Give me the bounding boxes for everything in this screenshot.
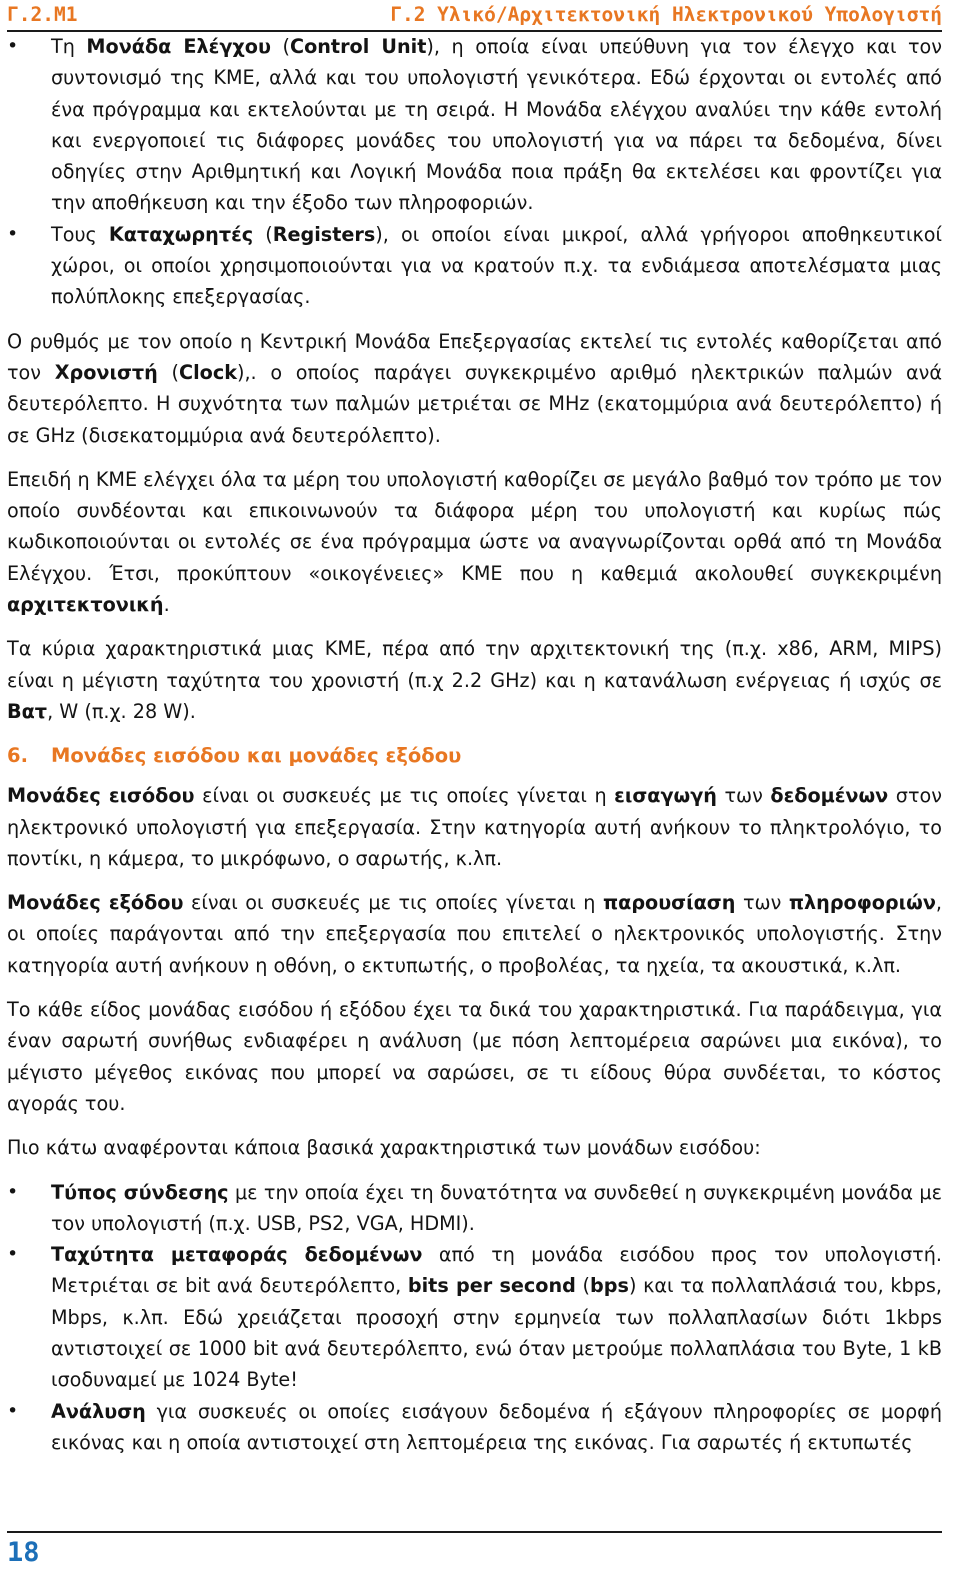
term-control-unit: Μονάδα Ελέγχου bbox=[86, 35, 271, 58]
term-information: πληροφοριών bbox=[788, 891, 936, 915]
term-watt: Βατ bbox=[7, 699, 48, 723]
paragraph-architecture: Επειδή η ΚΜΕ ελέγχει όλα τα μέρη του υπολογιστή καθορίζει σε μεγάλο βαθμό τον τρόπο με τον οποίο συνδέονται και επικοινωνούν τα διάφορα μέρη του υπολογιστή και κυρίως πώς κωδικοποιούνται οι εντολές σε ένα πρόγραμμα ώστε να αναγνωρίζονται ορθά από τη Μονάδα Ελέγχου. Έτσι, προκύπτουν «οικογένειες» ΚΜΕ που η καθεμιά ακολουθεί συγκεκριμένη αρχιτεκτονική. bbox=[7, 467, 942, 617]
paragraph-input-units: Μονάδες εισόδου είναι οι συσκευές με τις οποίες γίνεται η εισαγωγή των δεδομένων στον ηλεκτρονικό υπολογιστή για επεξεργασία. Στην κατηγορία αυτή ανήκουν το πληκτρολόγιο, το ποντίκι, η κάμερα, το μικρόφωνο, ο σαρωτής, κ.λπ. bbox=[7, 784, 942, 870]
paragraph-characteristics: Το κάθε είδος μονάδας εισόδου ή εξόδου έχει τα δικά του χαρακτηριστικά. Για παράδειγμα, για έναν σαρωτή συνήθως ενδιαφέρει η ανάλυση (με πόση λεπτομέρεια σαρώνει μια εικόνα), το μέγιστο μέγεθος εικόνας που μπορεί να σαρώσει, σε τι είδους θύρα συνδέεται, το κόστος αγοράς του. bbox=[7, 998, 942, 1115]
term-output-units: Μονάδες εξόδου bbox=[7, 891, 184, 915]
page-number: 18 bbox=[7, 1537, 40, 1568]
term-connection-type: Τύπος σύνδεσης bbox=[51, 1180, 229, 1204]
term-clock-en: Clock bbox=[178, 360, 237, 384]
footer-divider bbox=[7, 1531, 942, 1533]
term-clock: Χρονιστή bbox=[54, 360, 158, 384]
term-bits-per-second: bits per second bbox=[407, 1274, 576, 1298]
bullet-transfer-speed: • Ταχύτητα μεταφοράς δεδομένων από τη μονάδα εισόδου προς τον υπολογιστή. Μετριέται σε bit ανά δευτερόλεπτο, bits per second (bps) και τα πολλαπλάσιά του, kbps, Mbps, κ.λπ. Εδώ χρειάζεται προσοχή στην ερμηνεία των πολλαπλασίων διότι 1kbps αντιστοιχεί σε 1000 bit ανά δευτερόλεπτο, ενώ όταν μετρούμε πολλαπλάσια του Byte, 1 kB ισοδυναμεί με 1024 Byte! bbox=[7, 1239, 942, 1395]
bullet-registers: • Τους Καταχωρητές (Registers), οι οποίοι είναι μικροί, αλλά γρήγοροι αποθηκευτικοί χώροι, οι οποίοι χρησιμοποιούνται για να κρατούν π.χ. τα ενδιάμεσα αποτελέσματα μιας πολύπλοκης επεξεργασίας. bbox=[7, 219, 942, 313]
paragraph-list-intro: Πιο κάτω αναφέρονται κάποια βασικά χαρακτηριστικά των μονάδων εισόδου: bbox=[7, 1136, 761, 1160]
term-registers-en: Registers bbox=[272, 222, 376, 246]
term-bps: bps bbox=[590, 1274, 629, 1298]
term-transfer-speed: Ταχύτητα μεταφοράς δεδομένων bbox=[51, 1243, 423, 1267]
term-architecture: αρχιτεκτονική bbox=[7, 593, 164, 617]
paragraph-output-units: Μονάδες εξόδου είναι οι συσκευές με τις οποίες γίνεται η παρουσίαση των πληροφοριών, οι οποίες παράγονται από την επεξεργασία που επιτελεί ο ηλεκτρονικός υπολογιστής. Στην κατηγορία αυτή ανήκουν η οθόνη, ο εκτυπωτής, ο προβολέας, τα ηχεία, τα ακουστικά, κ.λπ. bbox=[7, 891, 942, 977]
section-heading bbox=[7, 740, 942, 771]
document-body bbox=[7, 31, 942, 1471]
header-chapter-title: Γ.2 Υλικό/Αρχιτεκτονική Ηλεκτρονικού Υπολογιστή bbox=[390, 3, 942, 26]
term-registers: Καταχωρητές bbox=[108, 222, 254, 246]
component-bullet-list bbox=[7, 31, 942, 313]
term-input: εισαγωγή bbox=[614, 784, 717, 808]
term-control-unit-en: Control Unit bbox=[289, 35, 427, 58]
bullet-resolution: • Ανάλυση για συσκευές οι οποίες εισάγουν δεδομένα ή εξάγουν πληροφορίες σε μορφή εικόνας και η οποία αντιστοιχεί στη λεπτομέρεια της εικόνας. Για σαρωτές ή εκτυπωτές bbox=[7, 1396, 942, 1459]
bullet-connection-type: • Τύπος σύνδεσης με την οποία έχει τη δυνατότητα να συνδεθεί η συγκεκριμένη μονάδα με τον υπολογιστή (π.χ. USB, PS2, VGA, HDMI). bbox=[7, 1177, 942, 1240]
section-title: Μονάδες εισόδου και μονάδες εξόδου bbox=[51, 744, 462, 768]
page-header bbox=[7, 0, 942, 32]
section-number: 6. bbox=[7, 744, 28, 768]
header-chapter-code: Γ.2.Μ1 bbox=[7, 3, 78, 26]
term-resolution: Ανάλυση bbox=[51, 1399, 146, 1423]
term-presentation: παρουσίαση bbox=[602, 891, 736, 915]
term-input-units: Μονάδες εισόδου bbox=[7, 784, 195, 808]
term-data: δεδομένων bbox=[770, 784, 889, 808]
paragraph-cpu-features: Τα κύρια χαρακτηριστικά μιας ΚΜΕ, πέρα από την αρχιτεκτονική της (π.χ. x86, ARM, MIPS) είναι η μέγιστη ταχύτητα του χρονιστή (π.χ 2.2 GHz) και η κατανάλωση ενέργειας ή ισχύς σε Βατ, W (π.χ. 28 W). bbox=[7, 637, 942, 723]
bullet-control-unit: • Τη Μονάδα Ελέγχου (Control Unit), η οποία είναι υπεύθυνη για τον έλεγχο και τον συντονισμό της ΚΜΕ, αλλά και του υπολογιστή γενικότερα. Εδώ έρχονται οι εντολές από ένα πρόγραμμα και εκτελούνται με τη σειρά. Η Μονάδα ελέγχου αναλύει την κάθε εντολή και ενεργοποιεί τις διάφορες μονάδες του υπολογιστή για να πάρει τα δεδομένα, δίνει οδηγίες στην Αριθμητική και Λογική Μονάδα ποια πράξη θα εκτελέσει και φροντίζει για την αποθήκευση και την έξοδο των πληροφοριών. bbox=[7, 31, 942, 219]
input-characteristics-list bbox=[7, 1177, 942, 1459]
paragraph-clock: Ο ρυθμός με τον οποίο η Κεντρική Μονάδα Επεξεργασίας εκτελεί τις εντολές καθορίζεται από τον Χρονιστή (Clock),. ο οποίος παράγει συγκεκριμένο αριθμό ηλεκτρικών παλμών ανά δευτερόλεπτο. Η συχνότητα των παλμών μετριέται σε MHz (εκατομμύρια ανά δευτερόλεπτο) ή σε GHz (δισεκατομμύρια ανά δευτερόλεπτο). bbox=[7, 329, 943, 447]
